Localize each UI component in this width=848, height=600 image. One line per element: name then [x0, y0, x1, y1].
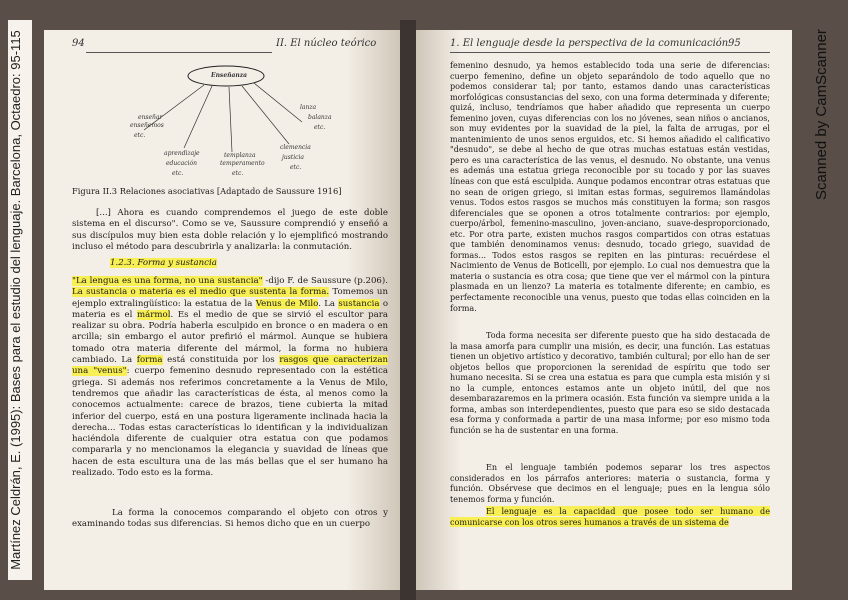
scanner-text: Scanned by CamScanner [813, 29, 830, 200]
paragraph: femenino desnudo, ya hemos establecido toda una serie de diferencias: cuerpo femenino, define un objeto separándolo de todo aquello que no podemos considerar tal; por tanto, estamos dando unas características morfológicas consustancias del sexo, con una forma determinada y diferente; quizá, incluso, tendríamos que haber añadido que representa un cuerpo femenino joven, cuyas diferencias con los no jóvenes, sean niños o ancianos, son muy evidentes por la suavidad de la piel, la falta de arrugas, por el mantenimiento de unos senos erguidos, etc. Si hemos añadido el calificativo "desnudo", se debe al hecho de que otras muchas estatuas están vestidas, pero es una característica de las venus, el desnudo. No obstante, una venus es además una estatua griega reconocible por su tocado y por las suaves líneas con que está esculpida. Aunque podamos encontrar otras estatuas que no sean de origen griego, si imitan estas formas, seguiremos llamándolas venus. Todos estos rasgos se muchos más constituyen la forma; son rasgos diferenciales que se oponen a otros totalmente contrarios: por ejemplo, cuerpo/árbol, femenino-masculino, joven-anciano, suave-desproporcionado, etc. Por otra parte, existen muchos rasgos compartidos con otras estatuas que también denominamos venus: desnudo, tocado griego, suavidad de formas... Todos estos rasgos se repiten en las pinturas: recuérdese el Nacimiento de Venus de Boticelli, por ejemplo. Lo cual nos demuestra que la materia o sustancia es otra cosa; que tiene que ver el mármol con la pintura plasmada en un lienzo? La materia es totalmente diferente; en cambio, es perfectamente reconocible una venus, puesto que todas ellas coinciden en la forma. [450, 60, 770, 313]
diagram-center-label: Enseñanza [211, 72, 248, 79]
highlight: mármol [137, 309, 171, 320]
paragraph: La forma la conocemos comparando el objeto con otros y examinando todas sus diferencias. Si hemos dicho que en un cuerpo [72, 508, 388, 530]
text-run: o materia es el [72, 298, 388, 320]
highlight: sustancia [338, 298, 380, 309]
diagram-label: etc. [314, 124, 326, 131]
text-run: . Es el medio de que se sirvió el escultor para realizar su obra. Podría haberla esculpido en bronce o en madera o en arcilla; sin embargo el autor prefirió el mármol. Aunque se hubiera tomado otra materia diferente del mármol, la forma no hubiera cambiado. La [72, 309, 388, 366]
text-run: Tomemos un ejemplo extralingüístico: la estatua de la [72, 287, 388, 309]
highlight: Venus de Milo [255, 298, 319, 309]
diagram-label: etc. [290, 164, 302, 171]
right-page-number: 95 [728, 38, 741, 49]
figure-caption: Figura II.3 Relaciones asociativas [Adaptado de Saussure 1916] [72, 186, 342, 196]
book-gutter [400, 20, 416, 600]
diagram-label: lanza [300, 104, 317, 111]
diagram-label: justicia [282, 154, 304, 161]
highlight: rasgos que caracterizan una "venus" [72, 355, 388, 377]
paragraph [450, 506, 770, 527]
text-run: : cuerpo femenino desnudo representado con la estética griega. Si además nos referimos concretamente a la Venus de Milo, tendremos que añadir las características de ésta, al menos como la conocemos actualmente: carece de brazos, tiene cubierta la mitad inferior del cuerpo, está en una postura ligeramente inclinada hacia la derecha... Todas estas características lo identifican y la individualizan haciéndola diferente de cualquier otra estatua con que podamos compararla y no mencionamos la elegancia y suavidad de líneas que hacen de esta escultura una de las más bellas que el ser humano ha realizado. Todo esto es la forma. [72, 366, 388, 479]
diagram-label: etc. [232, 170, 244, 177]
right-running-head: 1. El lenguaje desde la perspectiva de la comunicación [450, 38, 729, 49]
citation-strip [8, 20, 32, 580]
highlight: forma [136, 355, 163, 366]
diagram-label: aprendizaje [164, 150, 200, 157]
diagram-label: balanza [308, 114, 332, 121]
highlighted-heading: 1.2.3. Forma y sustancia [110, 258, 217, 268]
header-rule [450, 52, 770, 53]
paragraph: [...] Ahora es cuando comprendemos el juego de este doble sistema en el discurso". Como se ve, Saussure comprendió y enseñó a sus discípulos muy bien esta doble relación y lo ejemplificó mostrando incluso el método para descubrirla y analizarla: la conmutación. [72, 208, 388, 252]
text-run: -dijo F. de Saussure (p.206). [262, 276, 388, 286]
highlight: La sustancia o materia es el medio que sustenta la forma. [72, 287, 330, 298]
diagram-label: enseñemos [130, 122, 164, 129]
associative-diagram [104, 60, 344, 180]
citation-text: Martínez Celdrán, E. (1995): Bases para el estudio del lenguaje. Barcelona, Octaedro: 95-115 [8, 30, 23, 570]
diagram-label: clemencia [280, 144, 311, 151]
paragraph: Toda forma necesita ser diferente puesto que ha sido destacada de la masa amorfa para cumplir una misión, es decir, una función. Las estatuas tienen un objetivo artístico y decorativo, también cultural; por ello han de ser objetos bellos que proporcionen la serenidad de espíritu que todo ser humano necesita. Si se crea una estatua es para que cumpla esta misión y si no la cumple, entonces estamos ante un objeto inútil, del que nos desembarazaremos en la primera ocasión. Esta función va siempre unida a la forma, ambas son interdependientes, puesto que para eso se sido destacada esa forma y conformada a partir de una masa informe; por eso mismo toda función se ha de sustentar en una forma. [450, 330, 770, 435]
header-rule [86, 52, 272, 53]
scanner-watermark [803, 10, 843, 210]
left-page [44, 30, 400, 590]
paragraph: En el lenguaje también podemos separar los tres aspectos considerados en los párrafos anteriores: materia o sustancia, forma y función. Obsérvese que decimos en el lenguaje; pues en la lengua sólo tenemos forma y función. [450, 462, 770, 504]
diagram-label: etc. [134, 132, 146, 139]
diagram-label: etc. [172, 170, 184, 177]
highlight: El lenguaje es la capacidad que posee todo ser humano de comunicarse con los otros seres humanos a través de un sistema de [450, 506, 770, 527]
diagram-label: templanza [224, 152, 256, 159]
highlight: "La lengua es una forma, no una sustancia" [72, 276, 263, 286]
right-page [416, 30, 792, 590]
text-run: está constituida por los [162, 355, 280, 366]
left-page-number: 94 [72, 38, 85, 49]
diagram-label: educación [166, 160, 197, 167]
diagram-label: temperamento [220, 160, 265, 167]
text-run: . La [318, 298, 339, 309]
paragraph [72, 276, 388, 479]
diagram-label: enseñar [138, 114, 163, 121]
section-heading [110, 258, 217, 268]
left-running-head: II. El núcleo teórico [276, 38, 377, 49]
